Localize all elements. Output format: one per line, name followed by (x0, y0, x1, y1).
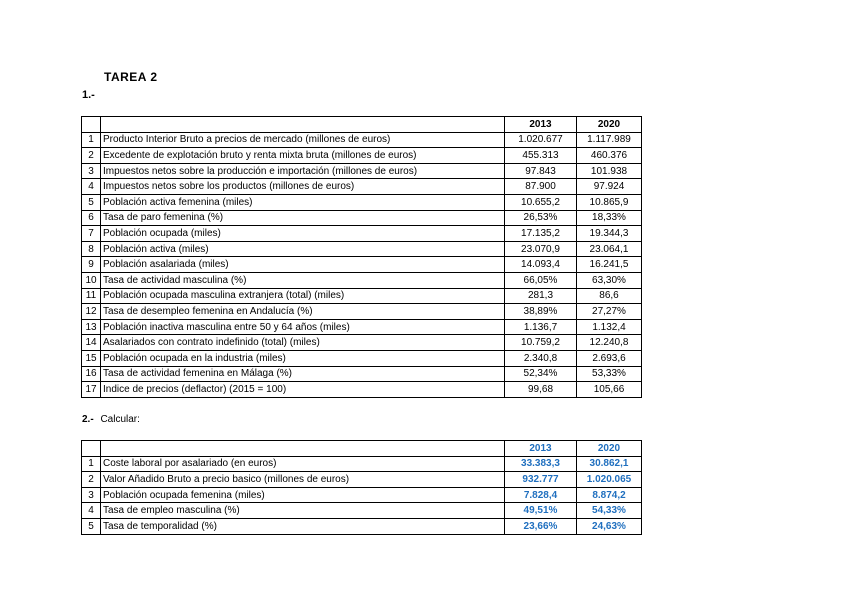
value-2013: 66,05% (505, 272, 577, 288)
table-row (82, 241, 642, 257)
table-row (82, 210, 642, 226)
row-number: 2 (82, 148, 101, 164)
table-row (82, 132, 642, 148)
value-2013: 10.655,2 (505, 194, 577, 210)
value-2020: 53,33% (577, 366, 642, 382)
header-blank-cell (101, 117, 505, 133)
value-2020: 8.874,2 (577, 487, 642, 503)
row-label: Población asalariada (miles) (101, 257, 505, 273)
value-2013: 10.759,2 (505, 335, 577, 351)
row-label: Coste laboral por asalariado (en euros) (101, 456, 505, 472)
value-2013: 281,3 (505, 288, 577, 304)
value-2020: 10.865,9 (577, 194, 642, 210)
value-2013: 23,66% (505, 518, 577, 534)
row-label: Impuestos netos sobre la producción e importación (millones de euros) (101, 163, 505, 179)
row-number: 5 (82, 518, 101, 534)
value-2020: 86,6 (577, 288, 642, 304)
value-2013: 52,34% (505, 366, 577, 382)
row-label: Población ocupada masculina extranjera (total) (miles) (101, 288, 505, 304)
value-2020: 54,33% (577, 503, 642, 519)
row-number: 6 (82, 210, 101, 226)
value-2020: 16.241,5 (577, 257, 642, 273)
row-label: Tasa de empleo masculina (%) (101, 503, 505, 519)
row-number: 14 (82, 335, 101, 351)
row-label: Impuestos netos sobre los productos (millones de euros) (101, 179, 505, 195)
header-blank-cell (101, 441, 505, 457)
header-2020: 2020 (577, 117, 642, 133)
table-row (82, 382, 642, 398)
table-row (82, 335, 642, 351)
table-row (82, 350, 642, 366)
value-2013: 7.828,4 (505, 487, 577, 503)
header-row (82, 441, 642, 457)
value-2013: 455.313 (505, 148, 577, 164)
row-label: Valor Añadido Bruto a precio basico (millones de euros) (101, 472, 505, 488)
row-number: 8 (82, 241, 101, 257)
row-number: 5 (82, 194, 101, 210)
value-2013: 1.136,7 (505, 319, 577, 335)
table-row (82, 272, 642, 288)
value-2020: 1.020.065 (577, 472, 642, 488)
table-row (82, 472, 642, 488)
row-label: Excedente de explotación bruto y renta mixta bruta (millones de euros) (101, 148, 505, 164)
section-2-number: 2.- (82, 414, 94, 425)
value-2020: 23.064,1 (577, 241, 642, 257)
value-2013: 38,89% (505, 304, 577, 320)
row-label: Asalariados con contrato indefinido (total) (miles) (101, 335, 505, 351)
value-2020: 30.862,1 (577, 456, 642, 472)
row-label: Población activa (miles) (101, 241, 505, 257)
page-title: TAREA 2 (104, 70, 158, 84)
value-2020: 101.938 (577, 163, 642, 179)
section-2-text: Calcular: (100, 414, 140, 425)
table-row (82, 179, 642, 195)
value-2013: 97.843 (505, 163, 577, 179)
table-row (82, 487, 642, 503)
header-blank-cell (82, 441, 101, 457)
value-2013: 23.070,9 (505, 241, 577, 257)
table-row (82, 319, 642, 335)
row-label: Población activa femenina (miles) (101, 194, 505, 210)
row-label: Población inactiva masculina entre 50 y 64 años (miles) (101, 319, 505, 335)
table-row (82, 456, 642, 472)
value-2013: 99,68 (505, 382, 577, 398)
row-number: 17 (82, 382, 101, 398)
value-2020: 63,30% (577, 272, 642, 288)
value-2013: 49,51% (505, 503, 577, 519)
value-2020: 12.240,8 (577, 335, 642, 351)
value-2020: 27,27% (577, 304, 642, 320)
row-label: Producto Interior Bruto a precios de mercado (millones de euros) (101, 132, 505, 148)
header-2013: 2013 (505, 441, 577, 457)
value-2020: 1.132,4 (577, 319, 642, 335)
row-number: 16 (82, 366, 101, 382)
row-number: 7 (82, 226, 101, 242)
row-number: 4 (82, 179, 101, 195)
row-label: Población ocupada (miles) (101, 226, 505, 242)
row-number: 3 (82, 163, 101, 179)
row-label: Población ocupada femenina (miles) (101, 487, 505, 503)
row-label: Tasa de paro femenina (%) (101, 210, 505, 226)
data-table (81, 116, 642, 398)
row-number: 12 (82, 304, 101, 320)
row-number: 2 (82, 472, 101, 488)
table-row (82, 148, 642, 164)
section-2-label (82, 414, 140, 425)
row-number: 3 (82, 487, 101, 503)
row-number: 1 (82, 456, 101, 472)
row-number: 10 (82, 272, 101, 288)
row-label: Tasa de actividad femenina en Málaga (%) (101, 366, 505, 382)
row-number: 4 (82, 503, 101, 519)
table-row (82, 257, 642, 273)
row-number: 9 (82, 257, 101, 273)
table-row (82, 288, 642, 304)
value-2020: 2.693,6 (577, 350, 642, 366)
row-label: Tasa de actividad masculina (%) (101, 272, 505, 288)
row-label: Tasa de desempleo femenina en Andalucía (%) (101, 304, 505, 320)
value-2020: 460.376 (577, 148, 642, 164)
table-row (82, 518, 642, 534)
header-row (82, 117, 642, 133)
value-2020: 1.117.989 (577, 132, 642, 148)
row-label: Población ocupada en la industria (miles) (101, 350, 505, 366)
table-row (82, 163, 642, 179)
value-2013: 14.093,4 (505, 257, 577, 273)
value-2020: 24,63% (577, 518, 642, 534)
value-2013: 33.383,3 (505, 456, 577, 472)
results-table (81, 440, 642, 535)
table-row (82, 226, 642, 242)
header-blank-cell (82, 117, 101, 133)
value-2020: 18,33% (577, 210, 642, 226)
row-label: Tasa de temporalidad (%) (101, 518, 505, 534)
value-2020: 97.924 (577, 179, 642, 195)
header-2013: 2013 (505, 117, 577, 133)
value-2013: 26,53% (505, 210, 577, 226)
table-row (82, 366, 642, 382)
table-row (82, 503, 642, 519)
row-number: 1 (82, 132, 101, 148)
table-row (82, 304, 642, 320)
row-number: 11 (82, 288, 101, 304)
value-2013: 17.135,2 (505, 226, 577, 242)
row-label: Indice de precios (deflactor) (2015 = 100) (101, 382, 505, 398)
value-2013: 2.340,8 (505, 350, 577, 366)
row-number: 15 (82, 350, 101, 366)
value-2020: 19.344,3 (577, 226, 642, 242)
value-2013: 932.777 (505, 472, 577, 488)
value-2020: 105,66 (577, 382, 642, 398)
header-2020: 2020 (577, 441, 642, 457)
row-number: 13 (82, 319, 101, 335)
value-2013: 87.900 (505, 179, 577, 195)
table-row (82, 194, 642, 210)
section-1-label: 1.- (82, 89, 95, 101)
value-2013: 1.020.677 (505, 132, 577, 148)
